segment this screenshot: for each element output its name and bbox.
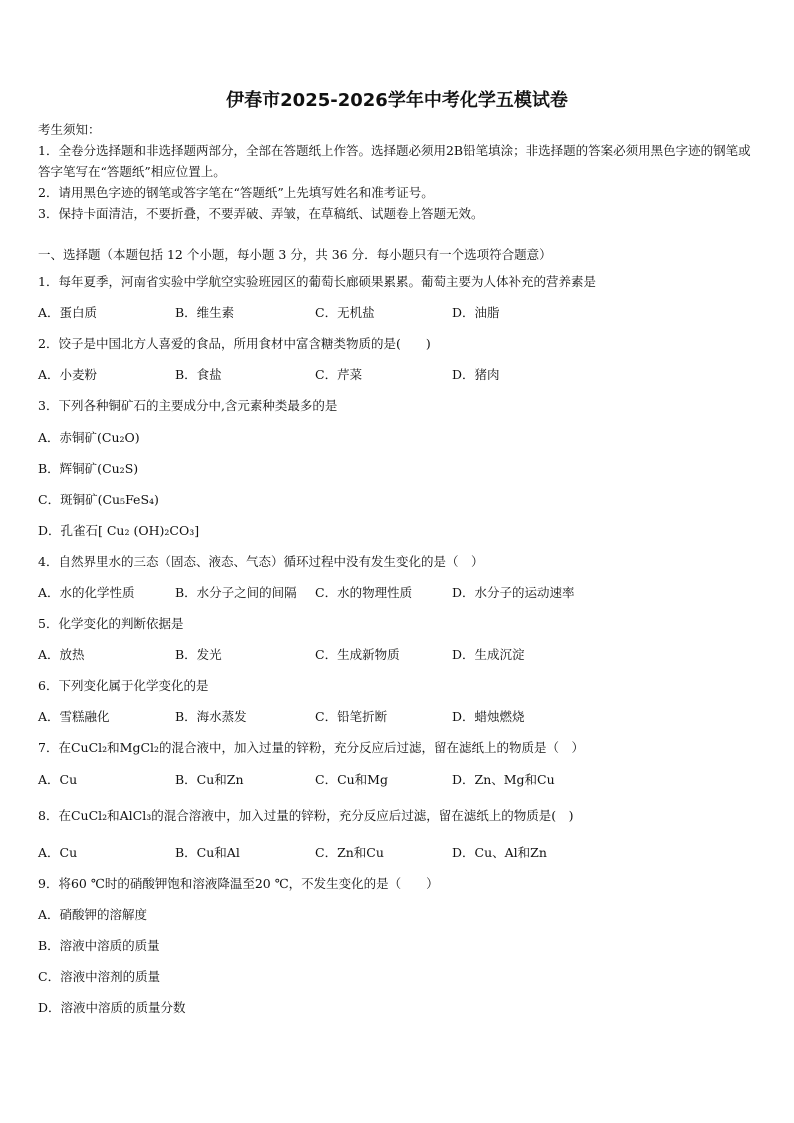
notice-heading: 考生须知：: [38, 122, 101, 137]
question-9-stem: 9．将60 ℃时的硝酸钾饱和溶液降温至20 ℃，不发生变化的是（ ）: [38, 876, 439, 891]
notice-item-1: 1．全卷分选择题和非选择题两部分，全部在答题纸上作答。选择题必须用2B铅笔填涂；非选择题的答案必须用黑色字迹的钢笔或答字笔写在“答题纸”相应位置上。: [38, 143, 751, 179]
question-4-options: [38, 583, 762, 601]
option-c: C．生成新物质: [315, 647, 400, 662]
notice-item-3: 3．保持卡面清洁，不要折叠，不要弄破、弄皱，在草稿纸、试题卷上答题无效。: [38, 206, 484, 221]
option-b: B．溶液中溶质的质量: [38, 938, 160, 953]
option-d: D．孔雀石[ Cu₂ (OH)₂CO₃]: [38, 523, 200, 538]
option-b: B．海水蒸发: [175, 709, 247, 724]
option-a: A．水的化学性质: [38, 585, 135, 600]
option-b: B．Cu和Zn: [175, 772, 244, 787]
option-d: D．油脂: [452, 305, 500, 320]
option-a: A．雪糕融化: [38, 709, 110, 724]
option-a: A．蛋白质: [38, 305, 98, 320]
question-2-stem: 2．饺子是中国北方人喜爱的食品，所用食材中富含糖类物质的是( ): [38, 336, 431, 351]
option-c: C．水的物理性质: [315, 585, 413, 600]
question-1-options: [38, 303, 762, 321]
option-d: D．Cu、Al和Zn: [452, 845, 547, 860]
option-c: C．Zn和Cu: [315, 845, 384, 860]
notice-item-2: 2．请用黑色字迹的钢笔或答字笔在“答题纸”上先填写姓名和准考证号。: [38, 185, 434, 200]
option-d: D．猪肉: [452, 367, 500, 382]
question-4-stem: 4．自然界里水的三态（固态、液态、气态）循环过程中没有发生变化的是（ ）: [38, 554, 484, 569]
question-1-stem: 1．每年夏季，河南省实验中学航空实验班园区的葡萄长廊硕果累累。葡萄主要为人体补充的营养素是: [38, 274, 596, 289]
option-d: D．水分子的运动速率: [452, 585, 575, 600]
option-b: B．食盐: [175, 367, 222, 382]
option-a: A．硝酸钾的溶解度: [38, 907, 148, 922]
option-c: C．Cu和Mg: [315, 772, 388, 787]
option-d: D．溶液中溶质的质量分数: [38, 1000, 186, 1015]
question-7-stem: 7．在CuCl₂和MgCl₂的混合液中，加入过量的锌粉，充分反应后过滤，留在滤纸上的物质是（ ）: [38, 740, 585, 755]
option-a: A．放热: [38, 647, 85, 662]
question-8-options: [38, 843, 762, 861]
option-d: D．生成沉淀: [452, 647, 525, 662]
option-a: A．小麦粉: [38, 367, 98, 382]
section-heading: 一、选择题（本题包括 12 个小题，每小题 3 分，共 36 分．每小题只有一个选项符合题意）: [38, 247, 552, 262]
option-c: C．无机盐: [315, 305, 375, 320]
option-a: A．Cu: [38, 772, 78, 787]
question-5-options: [38, 645, 762, 663]
option-d: D．蜡烛燃烧: [452, 709, 525, 724]
option-b: B．水分子之间的间隔: [175, 585, 297, 600]
option-c: C．斑铜矿(Cu₅FeS₄): [38, 492, 159, 507]
option-b: B．辉铜矿(Cu₂S): [38, 461, 139, 476]
option-b: B．Cu和Al: [175, 845, 240, 860]
question-6-stem: 6．下列变化属于化学变化的是: [38, 678, 209, 693]
option-c: C．芹菜: [315, 367, 363, 382]
question-3-stem: 3．下列各种铜矿石的主要成分中,含元素种类最多的是: [38, 398, 338, 413]
question-2-options: [38, 365, 762, 383]
question-6-options: [38, 707, 762, 725]
option-a: A．赤铜矿(Cu₂O): [38, 430, 140, 445]
option-d: D．Zn、Mg和Cu: [452, 772, 555, 787]
option-c: C．溶液中溶剂的质量: [38, 969, 161, 984]
question-8-stem: 8．在CuCl₂和AlCl₃的混合溶液中，加入过量的锌粉，充分反应后过滤，留在滤纸上的物质是( ): [38, 808, 574, 823]
option-b: B．发光: [175, 647, 222, 662]
option-b: B．维生素: [175, 305, 235, 320]
question-7-options: [38, 770, 762, 788]
option-a: A．Cu: [38, 845, 78, 860]
exam-title: 伊春市2025-2026学年中考化学五模试卷: [226, 90, 568, 111]
option-c: C．铅笔折断: [315, 709, 388, 724]
question-5-stem: 5．化学变化的判断依据是: [38, 616, 184, 631]
